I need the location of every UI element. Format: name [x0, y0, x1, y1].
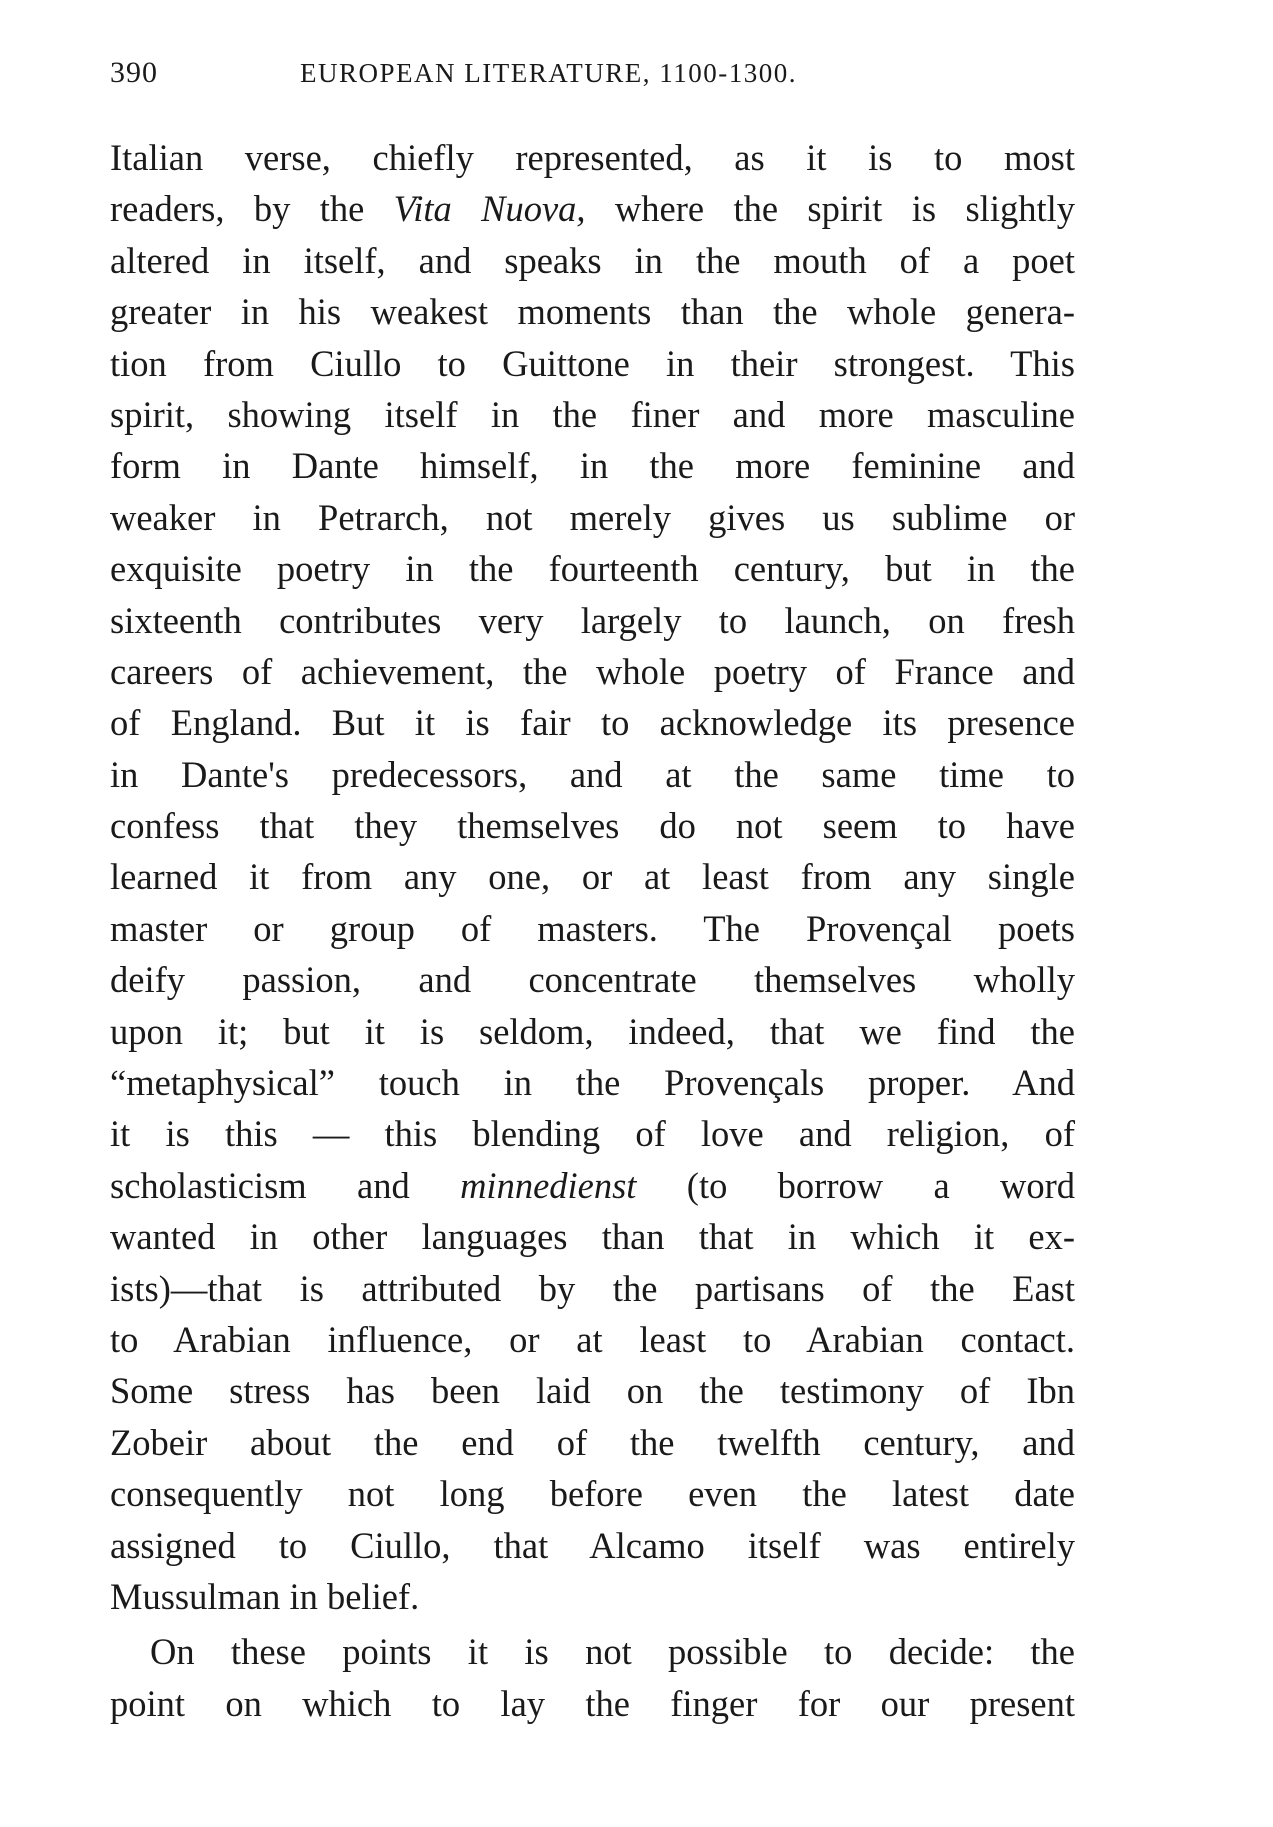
page-number: 390 — [110, 56, 158, 89]
text-line: upon it; but it is seldom, indeed, that we find the — [110, 1010, 1075, 1052]
italic-title: Vita Nuova, — [393, 188, 586, 230]
text-line: of England. But it is fair to acknowledge its presence — [110, 702, 1075, 744]
paragraph-2 — [110, 1626, 1075, 1729]
text-line: exquisite poetry in the fourteenth century, but in the — [110, 548, 1075, 590]
text-line: careers of achievement, the whole poetry of France and — [110, 650, 1075, 692]
text-line: weaker in Petrarch, not merely gives us sublime or — [110, 496, 1075, 538]
text-line: in Dante's predecessors, and at the same time to — [110, 753, 1075, 795]
text-line: wanted in other languages than that in which it ex- — [110, 1216, 1075, 1258]
italic-word: minnedienst — [460, 1164, 637, 1206]
text-line: learned it from any one, or at least from any single — [110, 856, 1075, 898]
text-line: tion from Ciullo to Guittone in their strongest. This — [110, 342, 1075, 384]
text-line: master or group of masters. The Provençal poets — [110, 907, 1075, 949]
running-title: EUROPEAN LITERATURE, 1100-1300. — [300, 58, 797, 88]
text-line: greater in his weakest moments than the whole genera- — [110, 291, 1075, 333]
text-line: Some stress has been laid on the testimony of Ibn — [110, 1370, 1075, 1412]
text-line: spirit, showing itself in the finer and more masculine — [110, 393, 1075, 435]
text-line: sixteenth contributes very largely to launch, on fresh — [110, 599, 1075, 641]
text-line: deify passion, and concentrate themselves wholly — [110, 959, 1075, 1001]
text-line: Mussulman in belief. — [110, 1575, 420, 1617]
text-line: ists)—that is attributed by the partisans of the East — [110, 1267, 1075, 1309]
text-line: Zobeir about the end of the twelfth century, and — [110, 1421, 1075, 1463]
text-line: it is this — this blending of love and religion, of — [110, 1113, 1075, 1155]
text-line: form in Dante himself, in the more feminine and — [110, 445, 1075, 487]
text-line: altered in itself, and speaks in the mouth of a poet — [110, 239, 1075, 281]
text-line: readers, by the Vita Nuova, where the spirit is slightly — [110, 188, 1075, 230]
text-line: “metaphysical” touch in the Provençals proper. And — [110, 1062, 1075, 1104]
paragraph-1 — [110, 132, 1075, 1622]
text-line: confess that they themselves do not seem to have — [110, 805, 1075, 847]
running-head — [110, 56, 1070, 96]
text-line: assigned to Ciullo, that Alcamo itself was entirely — [110, 1524, 1075, 1566]
body-text — [110, 132, 1075, 1729]
text-line: Italian verse, chiefly represented, as it is to most — [110, 137, 1075, 178]
text-line: scholasticism and minnedienst (to borrow a word — [110, 1164, 1075, 1206]
text-line: On these points it is not possible to decide: the — [150, 1631, 1075, 1673]
text-line: consequently not long before even the latest date — [110, 1473, 1075, 1515]
text-line: point on which to lay the finger for our present — [110, 1682, 1075, 1724]
text-line: to Arabian influence, or at least to Arabian contact. — [110, 1318, 1075, 1360]
